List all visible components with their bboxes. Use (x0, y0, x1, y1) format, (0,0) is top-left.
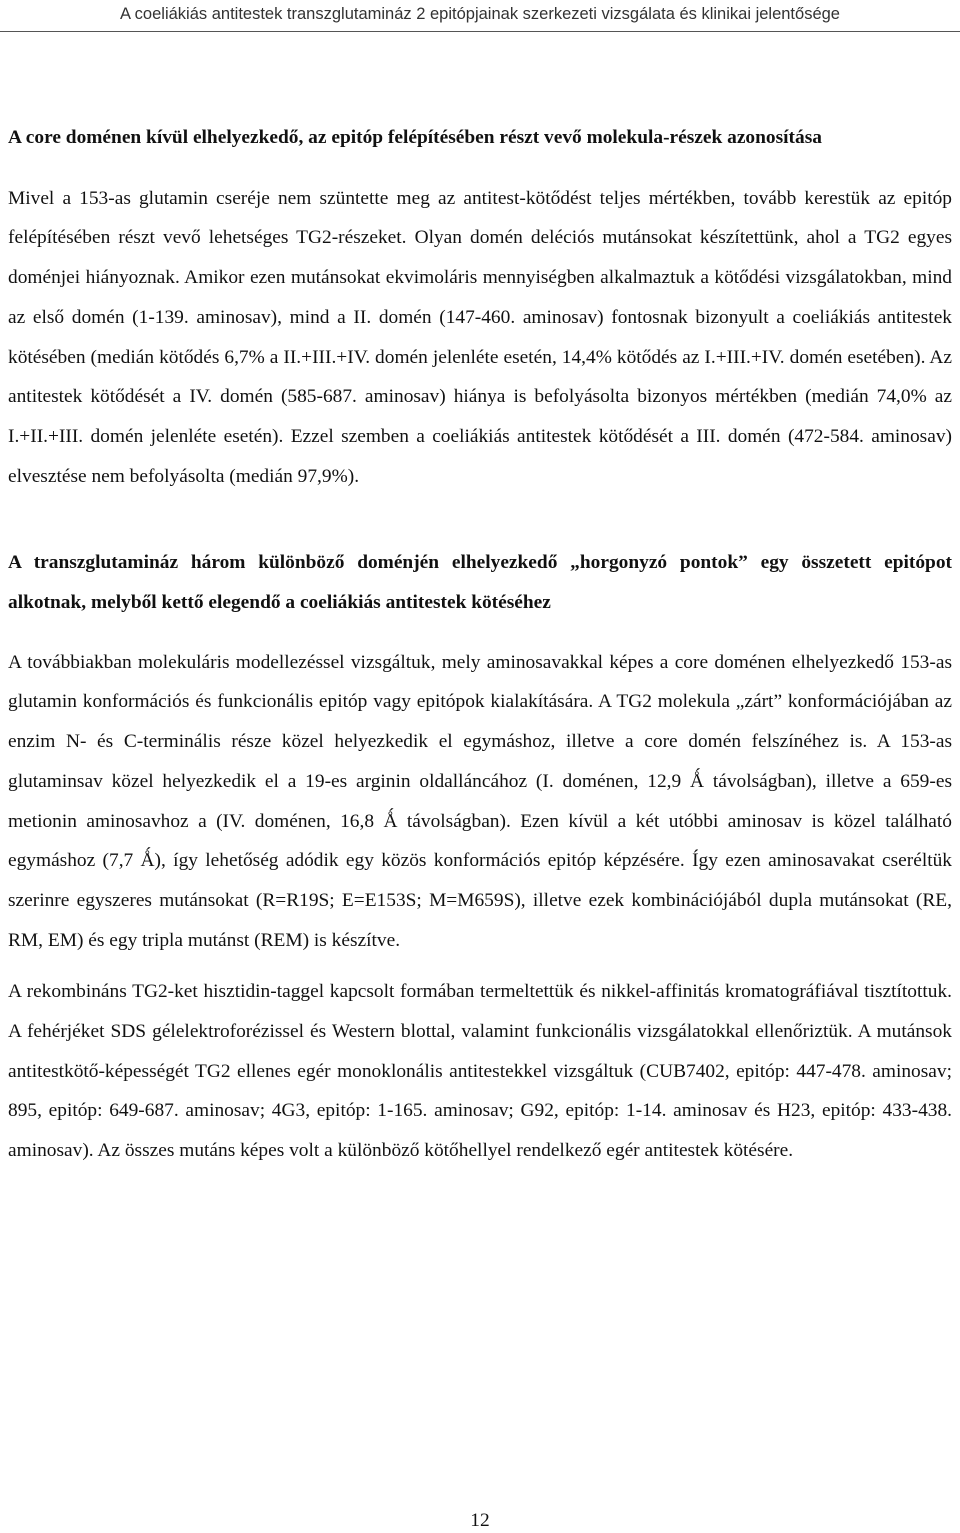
section-heading: A transzglutamináz három különböző doménjén elhelyezkedő „horgonyzó pontok” egy összetett epitópot alkotnak, melyből kettő elegendő a coeliákiás antitestek kötéséhez (8, 552, 952, 614)
body-paragraph: Mivel a 153-as glutamin cseréje nem szüntette meg az antitest-kötődést teljes mértékben, tovább kerestük az epitóp felépítésében részt vevő lehetséges TG2-részeket. Olyan domén deléciós mutánsokat készítettünk, ahol a TG2 egyes doménjei hiányoznak. Amikor ezen mutánsokat ekvimoláris mennyiségben alkalmaztuk a kötődési vizsgálatokban, mind az első domén (1-139. aminosav), mind a II. domén (147-460. aminosav) fontosnak bizonyult a coeliákiás antitestek kötésében (medián kötődés 6,7% a II.+III.+IV. domén jelenléte esetén, 14,4% kötődés az I.+III.+IV. domén esetében). Az antitestek kötődését a IV. domén (585-687. aminosav) hiánya is befolyásolta bizonyos mértékben (medián 74,0% az I.+II.+III. domén jelenléte esetén). Ezzel szemben a coeliákiás antitestek kötődését a III. domén (472-584. aminosav) elvesztése nem befolyásolta (medián 97,9%). (8, 187, 952, 487)
running-header: A coeliákiás antitestek transzglutamináz 2 epitópjainak szerkezeti vizsgálata és klinikai jelentősége (120, 5, 840, 23)
header-divider (0, 31, 960, 32)
body-paragraph: A rekombináns TG2-ket hisztidin-taggel kapcsolt formában termeltettük és nikkel-affinitás kromatográfiával tisztítottuk. A fehérjéket SDS gélelektroforézissel és Western blottal, valamint funkcionális vizsgálatokkal ellenőriztük. A mutánsok antitestkötő-képességét TG2 ellenes egér monoklonális antitestekkel vizsgáltuk (CUB7402, epitóp: 447-478. aminosav; 895, epitóp: 649-687. aminosav; 4G3, epitóp: 1-165. aminosav; G92, epitóp: 1-14. aminosav és H23, epitóp: 433-438. aminosav). Az összes mutáns képes volt a különböző kötőhellyel rendelkező egér antitestek kötésére. (8, 981, 952, 1162)
page-number: 12 (470, 1510, 490, 1531)
section-heading: A core doménen kívül elhelyezkedő, az epitóp felépítésében részt vevő molekula-részek azonosítása (8, 127, 822, 148)
body-paragraph: A továbbiakban molekuláris modellezéssel vizsgáltuk, mely aminosavakkal képes a core doménen elhelyezkedő 153-as glutamin konformációs és funkcionális epitóp vagy epitópok kialakítására. A TG2 molekula „zárt” konformációjában az enzim N- és C-terminális része közel helyezkedik el egymáshoz, illetve a core domén felszínéhez is. A 153-as glutaminsav közel helyezkedik el a 19-es arginin oldalláncához (I. doménen, 12,9 Ǻ távolságban), illetve a 659-es metionin aminosavhoz a (IV. doménen, 16,8 Ǻ távolságban). Ezen kívül a két utóbbi aminosav is közel található egymáshoz (7,7 Ǻ), így lehetőség adódik egy közös konformációs epitóp képzésére. Így ezen aminosavakat cseréltük szerinre egyszeres mutánsokat (R=R19S; E=E153S; M=M659S), illetve ezek kombinációjából dupla mutánsokat (RE, RM, EM) és egy tripla mutánst (REM) is készítve. (8, 651, 952, 951)
page-body (8, 118, 952, 1171)
